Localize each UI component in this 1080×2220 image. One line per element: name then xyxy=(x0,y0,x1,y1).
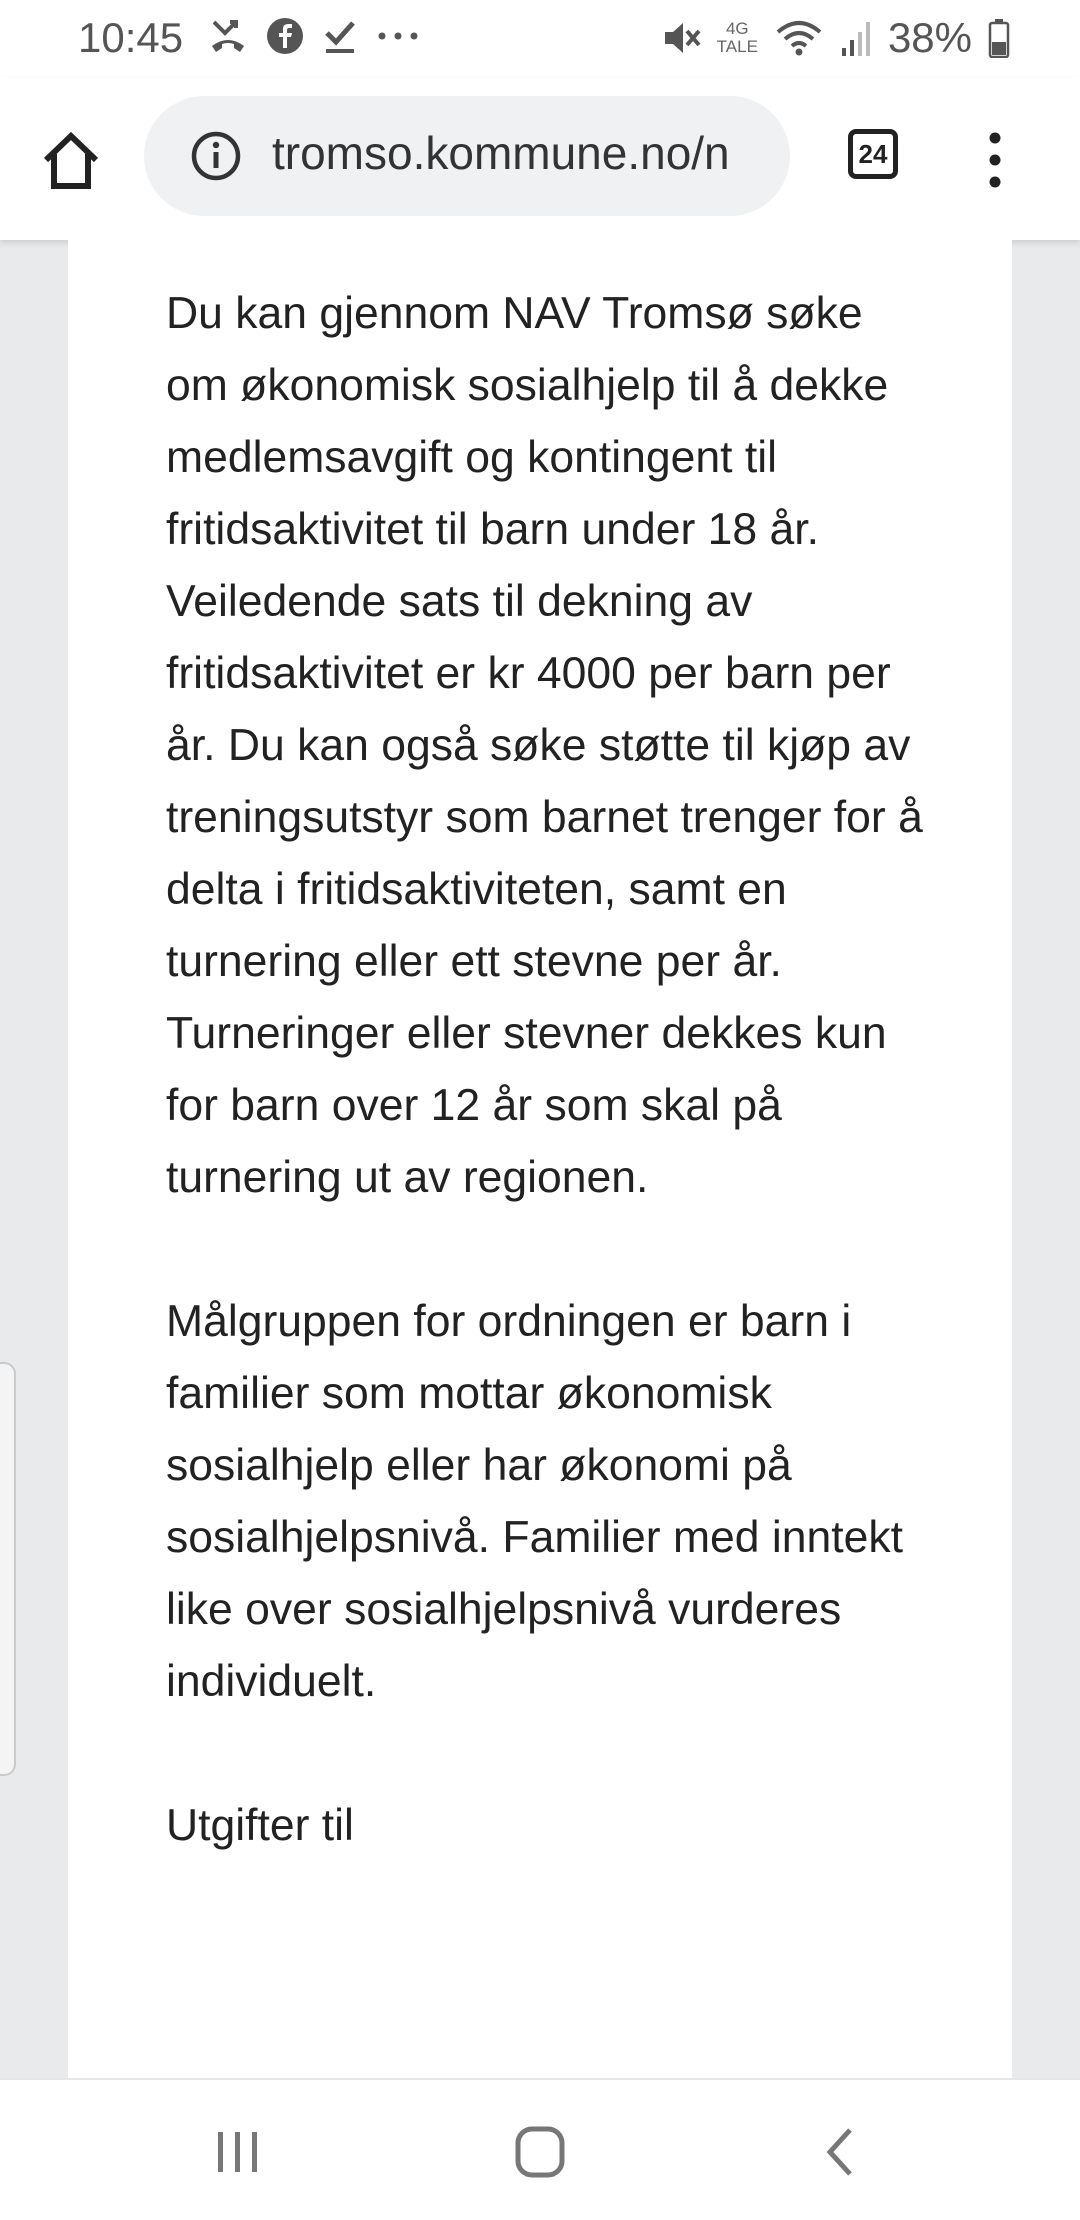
home-nav-icon xyxy=(510,2124,570,2180)
navigation-bar xyxy=(0,2078,1080,2220)
article-body xyxy=(166,278,926,1934)
more-vert-icon xyxy=(980,130,1010,190)
status-bar xyxy=(0,0,1080,78)
home-nav-button[interactable] xyxy=(510,2124,570,2180)
content-card xyxy=(68,240,1012,2078)
url-text[interactable]: tromso.kommune.no/n xyxy=(272,127,730,179)
more-menu-button[interactable] xyxy=(980,130,1010,190)
system-status xyxy=(661,14,1010,62)
home-button[interactable] xyxy=(36,126,106,196)
battery-icon xyxy=(988,18,1010,58)
article-paragraph: Du kan gjennom NAV Tromsø søke om økonomisk sosialhjelp til å dekke medlemsavgift og kontingent til fritidsaktivitet til barn under 18 år. Veiledende sats til dekning av fritidsaktivitet er kr 4000 per barn per år. Du kan også søke støtte til kjøp av treningsutstyr som barnet trenger for å delta i fritidsaktiviteten, samt en turnering eller ett stevne per år. Turneringer eller stevner dekkes kun for barn over 12 år som skal på turnering ut av regionen. xyxy=(166,289,923,1202)
back-icon xyxy=(812,2124,872,2180)
wifi-icon xyxy=(774,18,824,58)
home-icon xyxy=(36,126,106,196)
missed-call-icon xyxy=(208,16,248,56)
address-bar[interactable] xyxy=(144,96,790,216)
status-time: 10:45 xyxy=(78,14,184,61)
recent-apps-button[interactable] xyxy=(208,2124,268,2180)
download-done-icon xyxy=(322,17,358,55)
mute-icon xyxy=(661,18,701,58)
tab-count: 24 xyxy=(858,138,888,169)
network-type: 4G TALE xyxy=(716,19,758,56)
recent-apps-icon xyxy=(208,2124,268,2180)
back-button[interactable] xyxy=(812,2124,872,2180)
article-paragraph: Målgruppen for ordningen er barn i familier som mottar økonomisk sosialhjelp eller har økonomi på sosialhjelpsnivå. Familier med inntekt like over sosialhjelpsnivå vurderes individuelt. xyxy=(166,1297,904,1706)
more-notifications-icon xyxy=(376,30,420,42)
edge-panel-handle[interactable] xyxy=(0,1362,16,1776)
notification-icons xyxy=(208,16,420,56)
facebook-icon xyxy=(266,17,304,55)
battery-percent: 38% xyxy=(887,14,972,61)
signal-icon xyxy=(840,18,872,58)
tabs-button[interactable] xyxy=(848,129,898,179)
article-paragraph: Utgifter til xyxy=(166,1801,354,1850)
info-icon[interactable] xyxy=(190,130,242,182)
browser-toolbar xyxy=(0,78,1080,240)
